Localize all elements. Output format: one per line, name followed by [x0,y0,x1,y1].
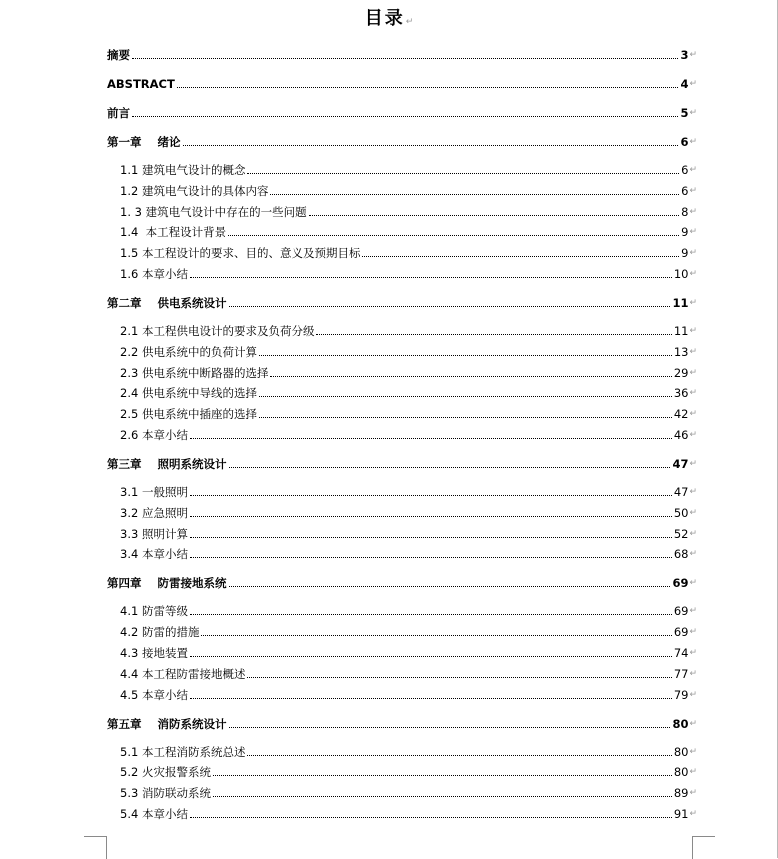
toc-entry-page-number: 80 [672,716,689,731]
toc-entry-label: 前言 [107,106,130,120]
toc-entry-section[interactable] [107,403,697,421]
toc-entry-page-number: 77 [673,666,689,681]
toc-entry-page-number: 46 [673,428,689,442]
dot-leader [190,698,672,699]
toc-entry-chapter[interactable] [107,102,697,120]
paragraph-mark-icon: ↵ [689,459,697,469]
dot-leader [190,656,672,657]
toc-entry-label: 4.3 接地装置 [120,646,188,660]
toc-entry-label: 4.5 本章小结 [120,687,188,702]
paragraph-mark-icon: ↵ [689,50,697,60]
paragraph-mark-icon: ↵ [689,367,697,378]
dot-leader [270,376,671,377]
toc-entry-section[interactable] [107,741,697,759]
toc-entry-page-number: 6 [680,135,689,149]
paragraph-mark-icon: ↵ [689,269,697,279]
paragraph-mark-icon: ↵ [689,409,697,420]
toc-entry-section[interactable] [107,481,697,499]
paragraph-mark-icon: ↵ [689,165,697,175]
toc-entry-section[interactable] [107,502,697,520]
dot-leader [247,755,671,756]
toc-entry-section[interactable] [107,263,697,281]
toc-entry-page-number: 69 [672,576,689,591]
toc-entry-page-number: 69 [673,625,689,640]
toc-heading [0,4,778,30]
paragraph-mark-icon: ↵ [689,430,697,440]
toc-entry-label: 第一章 绪论 [107,135,181,149]
toc-entry-chapter[interactable] [107,73,697,91]
paragraph-mark-icon: ↵ [689,388,697,399]
paragraph-mark-icon: ↵ [689,298,697,308]
toc-entry-page-number: 80 [673,744,689,759]
dot-leader [190,277,672,278]
toc-entry-section[interactable] [107,221,697,239]
toc-entry-label: 第五章 消防系统设计 [107,716,227,731]
toc-entry-label: 2.1 本工程供电设计的要求及负荷分级 [120,324,315,338]
toc-entry-label: 2.5 供电系统中插座的选择 [120,407,257,422]
toc-entry-page-number: 13 [673,344,689,359]
toc-entry-page-number: 68 [673,547,689,562]
toc-entry-label: 1.6 本章小结 [120,267,188,281]
paragraph-mark-icon: ↵ [689,326,697,336]
toc-entry-page-number: 6 [681,163,689,177]
toc-entry-chapter[interactable] [107,713,697,731]
paragraph-mark-icon: ↵ [405,17,414,27]
toc-entry-page-number: 47 [672,457,689,471]
dot-leader [316,334,671,335]
paragraph-mark-icon: ↵ [689,718,697,729]
toc-entry-label: 4.1 防雷等级 [120,604,188,619]
toc-entry-section[interactable] [107,663,697,681]
dot-leader [229,306,671,307]
toc-entry-section[interactable] [107,382,697,400]
dot-leader [228,235,679,236]
toc-entry-chapter[interactable] [107,131,697,149]
toc-entry-section[interactable] [107,424,697,442]
toc-entry-chapter[interactable] [107,572,697,590]
toc-entry-section[interactable] [107,180,697,198]
toc-entry-section[interactable] [107,341,697,359]
toc-entry-label: 3.1 一般照明 [120,485,188,499]
toc-entry-section[interactable] [107,159,697,177]
paragraph-mark-icon: ↵ [689,507,697,518]
toc-entry-section[interactable] [107,523,697,541]
toc-entry-page-number: 10 [673,267,689,281]
toc-entry-label: ABSTRACT [107,77,175,91]
toc-entry-label: 1.4 本工程设计背景 [120,225,227,240]
dot-leader [132,58,678,59]
page-title: 目录 [364,8,405,29]
paragraph-mark-icon: ↵ [689,108,697,118]
toc-entry-page-number: 29 [673,365,689,380]
toc-entry-chapter[interactable] [107,453,697,471]
dot-leader [229,586,671,587]
toc-entry-section[interactable] [107,242,697,260]
toc-entry-page-number: 4 [680,77,689,91]
dot-leader [190,557,672,558]
dot-leader [309,215,680,216]
toc-entry-page-number: 42 [673,407,689,422]
paragraph-mark-icon: ↵ [689,648,697,658]
paragraph-mark-icon: ↵ [689,788,697,799]
paragraph-mark-icon: ↵ [689,346,697,357]
paragraph-mark-icon: ↵ [689,809,697,819]
toc-entry-chapter[interactable] [107,292,697,310]
toc-entry-section[interactable] [107,201,697,219]
toc-entry-section[interactable] [107,782,697,800]
toc-entry-page-number: 11 [672,296,689,310]
toc-entry-page-number: 3 [680,48,689,62]
paragraph-mark-icon: ↵ [689,606,697,617]
toc-entry-label: 3.4 本章小结 [120,547,188,562]
toc-entry-section[interactable] [107,803,697,821]
margin-corner-bottom-right [692,836,715,859]
toc-entry-page-number: 11 [673,324,689,338]
toc-entry-page-number: 8 [681,204,689,219]
paragraph-mark-icon: ↵ [689,206,697,217]
dot-leader [183,145,679,146]
toc-entry-section[interactable] [107,543,697,561]
paragraph-mark-icon: ↵ [689,137,697,147]
toc-entry-page-number: 9 [681,246,689,261]
toc-entry-section[interactable] [107,362,697,380]
toc-entry-label: 1.2 建筑电气设计的具体内容 [120,183,269,198]
dot-leader [190,537,672,538]
toc-entry-label: 5.1 本工程消防系统总述 [120,744,246,759]
toc-entry-label: 4.2 防雷的措施 [120,625,200,640]
toc-entry-page-number: 91 [673,807,689,821]
toc-entry-page-number: 80 [673,765,689,780]
paragraph-mark-icon: ↵ [689,689,697,700]
toc-entry-page-number: 69 [673,604,689,619]
paragraph-mark-icon: ↵ [689,528,697,539]
dot-leader [270,194,679,195]
paragraph-mark-icon: ↵ [689,627,697,638]
dot-leader [201,635,671,636]
toc-entry-label: 4.4 本工程防雷接地概述 [120,666,246,681]
toc-entry-label: 2.6 本章小结 [120,428,188,442]
toc-entry-section[interactable] [107,600,697,618]
toc-entry-label: 3.3 照明计算 [120,526,188,541]
dot-leader [362,256,679,257]
toc-entry-section[interactable] [107,761,697,779]
toc-entry-section[interactable] [107,621,697,639]
toc-entry-page-number: 5 [680,106,689,120]
toc-entry-label: 摘要 [107,48,130,62]
paragraph-mark-icon: ↵ [689,185,697,196]
paragraph-mark-icon: ↵ [689,248,697,259]
dot-leader [229,467,671,468]
toc-entry-label: 5.3 消防联动系统 [120,786,211,801]
toc-entry-label: 2.4 供电系统中导线的选择 [120,386,257,401]
dot-leader [190,614,672,615]
dot-leader [259,417,672,418]
dot-leader [190,817,672,818]
toc-entry-label: 1.1 建筑电气设计的概念 [120,163,246,177]
toc-entry-label: 1.5 本工程设计的要求、目的、意义及预期目标 [120,246,361,261]
toc-entry-page-number: 6 [681,183,689,198]
paragraph-mark-icon: ↵ [689,668,697,679]
toc-entry-page-number: 36 [673,386,689,401]
toc-entry-label: 2.2 供电系统中的负荷计算 [120,344,257,359]
toc-entry-label: 第二章 供电系统设计 [107,296,227,310]
toc-entry-section[interactable] [107,320,697,338]
toc-entry-section[interactable] [107,642,697,660]
dot-leader [229,727,671,728]
toc-entry-label: 5.4 本章小结 [120,807,188,821]
paragraph-mark-icon: ↵ [689,746,697,757]
paragraph-mark-icon: ↵ [689,767,697,778]
toc-entry-page-number: 74 [673,646,689,660]
dot-leader [213,775,672,776]
dot-leader [259,396,672,397]
paragraph-mark-icon: ↵ [689,227,697,238]
toc-entry-label: 2.3 供电系统中断路器的选择 [120,365,269,380]
paragraph-mark-icon: ↵ [689,578,697,589]
dot-leader [190,495,672,496]
toc-entry-label: 3.2 应急照明 [120,505,188,520]
dot-leader [132,116,678,117]
dot-leader [213,796,672,797]
toc-entry-page-number: 47 [673,485,689,499]
toc-entry-page-number: 52 [673,526,689,541]
dot-leader [190,438,672,439]
toc-entry-page-number: 9 [681,225,689,240]
dot-leader [247,677,671,678]
toc-entry-page-number: 79 [673,687,689,702]
dot-leader [177,87,679,88]
toc-entry-label: 1. 3 建筑电气设计中存在的一些问题 [120,204,307,219]
toc-entry-label: 第三章 照明系统设计 [107,457,227,471]
dot-leader [190,516,672,517]
dot-leader [259,355,672,356]
toc-entry-label: 第四章 防雷接地系统 [107,576,227,591]
paragraph-mark-icon: ↵ [689,549,697,560]
paragraph-mark-icon: ↵ [689,79,697,89]
margin-corner-bottom-left [84,836,107,859]
paragraph-mark-icon: ↵ [689,487,697,497]
toc-entry-page-number: 89 [673,786,689,801]
toc-entry-chapter[interactable] [107,44,697,62]
toc-entry-label: 5.2 火灾报警系统 [120,765,211,780]
toc-entry-page-number: 50 [673,505,689,520]
toc-entry-section[interactable] [107,684,697,702]
dot-leader [247,173,679,174]
